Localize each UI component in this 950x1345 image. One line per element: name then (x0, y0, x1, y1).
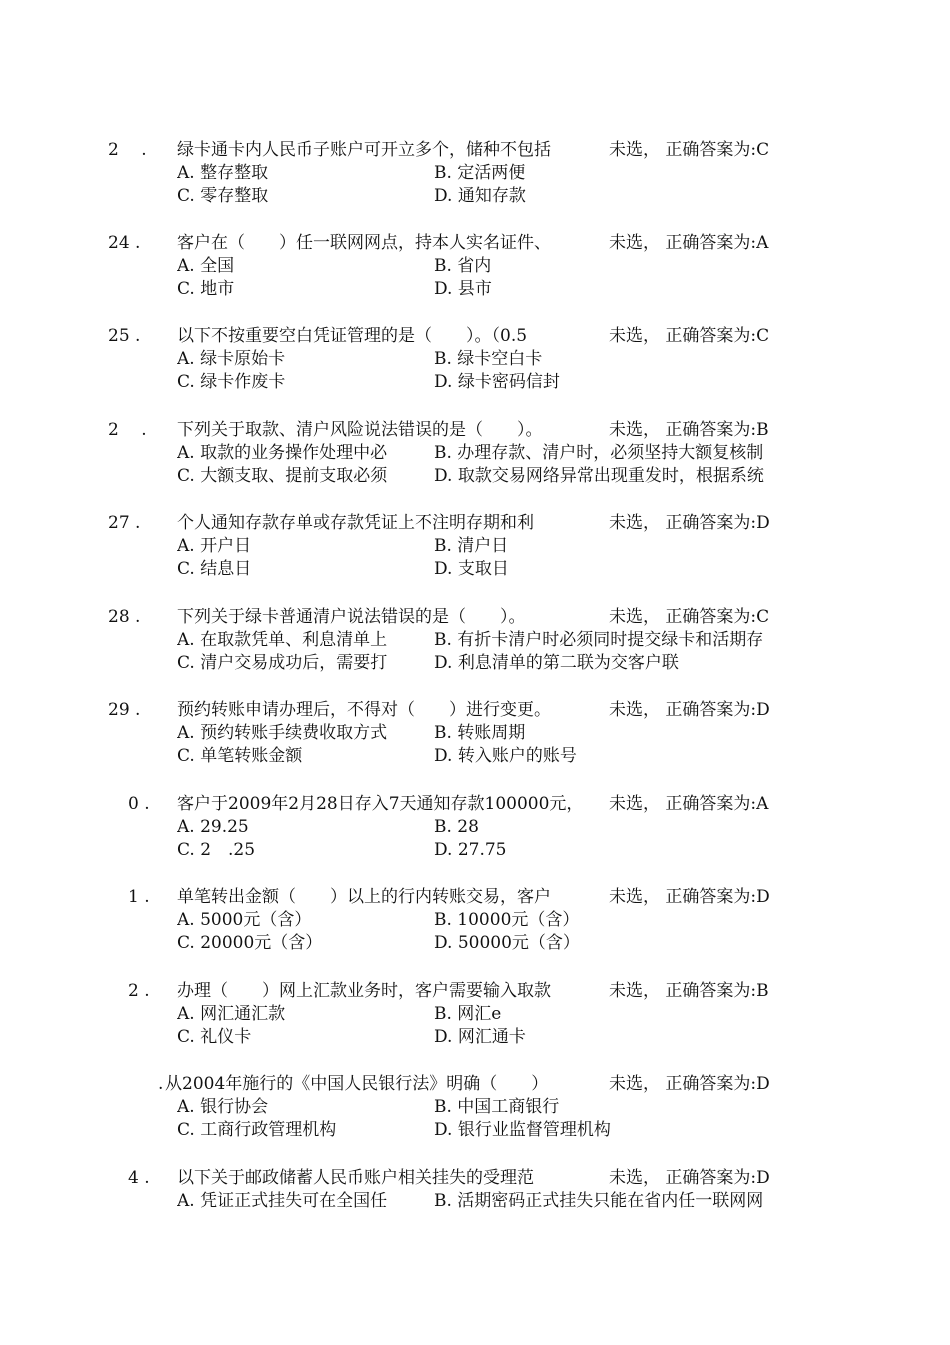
option-b: B. 中国工商银行 (434, 1097, 560, 1117)
answer-status: 未选， 正确答案为:B (609, 420, 769, 440)
question-stem: 以下关于邮政储蓄人民币账户相关挂失的受理范 (177, 1168, 534, 1188)
option-d: D. 通知存款 (434, 186, 526, 206)
question-number: 25 . (108, 326, 141, 346)
question-block (0, 418, 950, 490)
option-a: A. 开户日 (177, 536, 252, 556)
question-block (0, 605, 950, 677)
option-d: D. 利息清单的第二联为交客户联 (434, 653, 679, 673)
option-a: A. 全国 (177, 256, 235, 276)
answer-status: 未选， 正确答案为:C (609, 326, 770, 346)
question-block (0, 324, 950, 396)
option-b: B. 定活两便 (434, 163, 526, 183)
option-d: D. 银行业监督管理机构 (434, 1120, 611, 1140)
question-number: 27 . (108, 513, 141, 533)
option-c: C. 单笔转账金额 (177, 746, 303, 766)
answer-status: 未选， 正确答案为:B (609, 981, 769, 1001)
option-b: B. 绿卡空白卡 (434, 349, 543, 369)
question-block (0, 698, 950, 770)
question-block (0, 1072, 950, 1144)
option-a: A. 在取款凭单、利息清单上 (177, 630, 388, 650)
question-number: 28 . (108, 607, 141, 627)
answer-status: 未选， 正确答案为:D (609, 1168, 770, 1188)
option-a: A. 绿卡原始卡 (177, 349, 286, 369)
question-block (0, 138, 950, 210)
option-d: D. 取款交易网络异常出现重发时，根据系统 (434, 466, 764, 486)
question-number: 0 . (128, 794, 150, 814)
question-number: 1 . (128, 887, 150, 907)
answer-status: 未选， 正确答案为:C (609, 140, 770, 160)
option-d: D. 27.75 (434, 840, 507, 860)
option-b: B. 清户日 (434, 536, 509, 556)
option-d: D. 县市 (434, 279, 492, 299)
option-c: C. 20000元（含） (177, 933, 323, 953)
option-b: B. 办理存款、清户时，必须坚持大额复核制 (434, 443, 764, 463)
question-number: 2 . (108, 420, 147, 440)
option-b: B. 有折卡清户时必须同时提交绿卡和活期存 (434, 630, 764, 650)
question-stem: 预约转账申请办理后，不得对（ ）进行变更。 (177, 700, 551, 720)
option-a: A. 29.25 (177, 817, 249, 837)
question-stem: 客户在（ ）任一联网网点，持本人实名证件、 (177, 233, 551, 253)
answer-status: 未选， 正确答案为:D (609, 1074, 770, 1094)
question-stem: 下列关于绿卡普通清户说法错误的是（ ）。 (177, 607, 526, 627)
question-stem: 从2004年施行的《中国人民银行法》明确（ ） (165, 1074, 549, 1094)
answer-status: 未选， 正确答案为:A (609, 794, 769, 814)
question-block (0, 979, 950, 1051)
option-c: C. 结息日 (177, 559, 252, 579)
question-stem: 下列关于取款、清户风险说法错误的是（ ）。 (177, 420, 543, 440)
option-d: D. 转入账户的账号 (434, 746, 577, 766)
option-a: A. 整存整取 (177, 163, 269, 183)
question-block (0, 1166, 950, 1238)
option-a: A. 取款的业务操作处理中必 (177, 443, 388, 463)
option-c: C. 工商行政管理机构 (177, 1120, 337, 1140)
question-stem: 以下不按重要空白凭证管理的是（ ）。（0.5 (177, 326, 528, 346)
question-stem: 客户于2009年2月28日存入7天通知存款100000元， (177, 794, 584, 814)
question-block (0, 792, 950, 864)
option-c: C. 礼仪卡 (177, 1027, 252, 1047)
answer-status: 未选， 正确答案为:D (609, 513, 770, 533)
question-number: 2 . (128, 981, 150, 1001)
question-number: 29 . (108, 700, 141, 720)
option-c: C. 零存整取 (177, 186, 269, 206)
answer-status: 未选， 正确答案为:D (609, 700, 770, 720)
answer-status: 未选， 正确答案为:D (609, 887, 770, 907)
option-a: A. 凭证正式挂失可在全国任 (177, 1191, 388, 1211)
option-b: B. 网汇e (434, 1004, 502, 1024)
option-c: C. 绿卡作废卡 (177, 372, 286, 392)
option-c: C. 清户交易成功后，需要打 (177, 653, 388, 673)
option-a: A. 5000元（含） (177, 910, 312, 930)
option-b: B. 省内 (434, 256, 492, 276)
question-block (0, 885, 950, 957)
question-stem: 个人通知存款存单或存款凭证上不注明存期和利 (177, 513, 534, 533)
question-block (0, 511, 950, 583)
answer-status: 未选， 正确答案为:C (609, 607, 770, 627)
question-stem: 绿卡通卡内人民币子账户可开立多个，储种不包括 (177, 140, 551, 160)
option-d: D. 支取日 (434, 559, 509, 579)
question-stem: 单笔转出金额（ ）以上的行内转账交易，客户 (177, 887, 551, 907)
question-number: . (158, 1074, 164, 1094)
question-number: 2 . (108, 140, 147, 160)
option-a: A. 预约转账手续费收取方式 (177, 723, 388, 743)
option-d: D. 网汇通卡 (434, 1027, 526, 1047)
option-c: C. 大额支取、提前支取必须 (177, 466, 388, 486)
option-b: B. 10000元（含） (434, 910, 580, 930)
question-block (0, 231, 950, 303)
option-b: B. 转账周期 (434, 723, 526, 743)
option-a: A. 银行协会 (177, 1097, 269, 1117)
option-c: C. 地市 (177, 279, 235, 299)
option-b: B. 活期密码正式挂失只能在省内任一联网网 (434, 1191, 764, 1211)
question-number: 4 . (128, 1168, 150, 1188)
option-d: D. 绿卡密码信封 (434, 372, 560, 392)
option-d: D. 50000元（含） (434, 933, 580, 953)
option-a: A. 网汇通汇款 (177, 1004, 286, 1024)
option-c: C. 2 .25 (177, 840, 256, 860)
answer-status: 未选， 正确答案为:A (609, 233, 769, 253)
option-b: B. 28 (434, 817, 479, 837)
question-number: 24 . (108, 233, 141, 253)
question-stem: 办理（ ）网上汇款业务时，客户需要输入取款 (177, 981, 551, 1001)
